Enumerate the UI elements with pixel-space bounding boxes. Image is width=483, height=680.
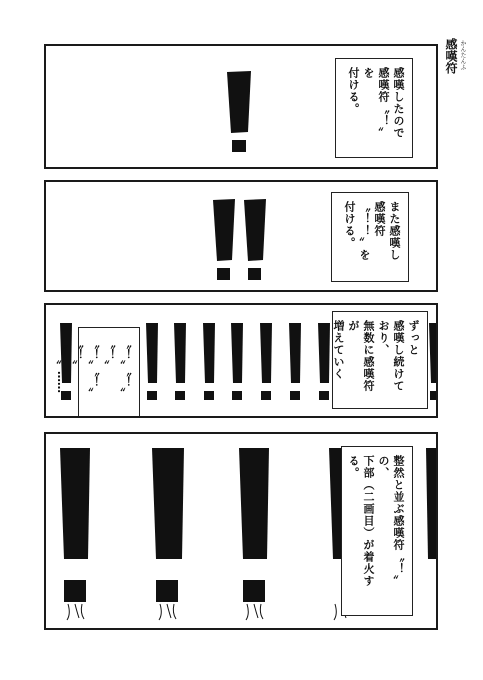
- exclamation-mark-1: [224, 70, 254, 169]
- caption-line: また感嘆し: [388, 201, 401, 261]
- caption-line: 感嘆し続けており、: [377, 320, 405, 392]
- title-ruby: かんたんふ: [459, 40, 466, 70]
- speech-bubble: [55, 327, 140, 417]
- caption-box-4: [341, 446, 413, 616]
- caption-line: 無数に感嘆符が: [347, 320, 375, 392]
- page-title: 感嘆符: [444, 38, 458, 74]
- caption-line: 付ける。: [343, 201, 356, 249]
- panel-3: [44, 303, 438, 418]
- speech-line: 〝！〟〝！〟〝！〟: [103, 338, 132, 399]
- caption-line: 感嘆符〝！〟を: [362, 67, 390, 139]
- caption-line: 感嘆符〝！！〟を: [358, 201, 386, 261]
- exclamation-mark-2a: [210, 198, 240, 292]
- caption-box-3: [332, 311, 428, 409]
- exclamation-mark-2b: [241, 198, 271, 292]
- panel-2: [44, 180, 438, 292]
- caption-line: 付ける。: [347, 67, 360, 115]
- caption-box-2: [331, 192, 409, 282]
- panel-1: [44, 44, 438, 169]
- speech-line: 〝！〟〝！〟〝！〟: [71, 338, 100, 399]
- panel-4: [44, 432, 438, 630]
- speech-line: 〝！〟……。: [55, 338, 68, 404]
- caption-line: ずっと: [407, 320, 420, 356]
- caption-line: 下部（二画目）が着火する。: [347, 455, 375, 587]
- caption-line: 整然と並ぶ感嘆符〝！〟の、: [377, 455, 405, 587]
- caption-line: 増えていく: [332, 320, 345, 380]
- caption-box-1: [335, 58, 413, 158]
- caption-line: 感嘆したので: [392, 67, 405, 139]
